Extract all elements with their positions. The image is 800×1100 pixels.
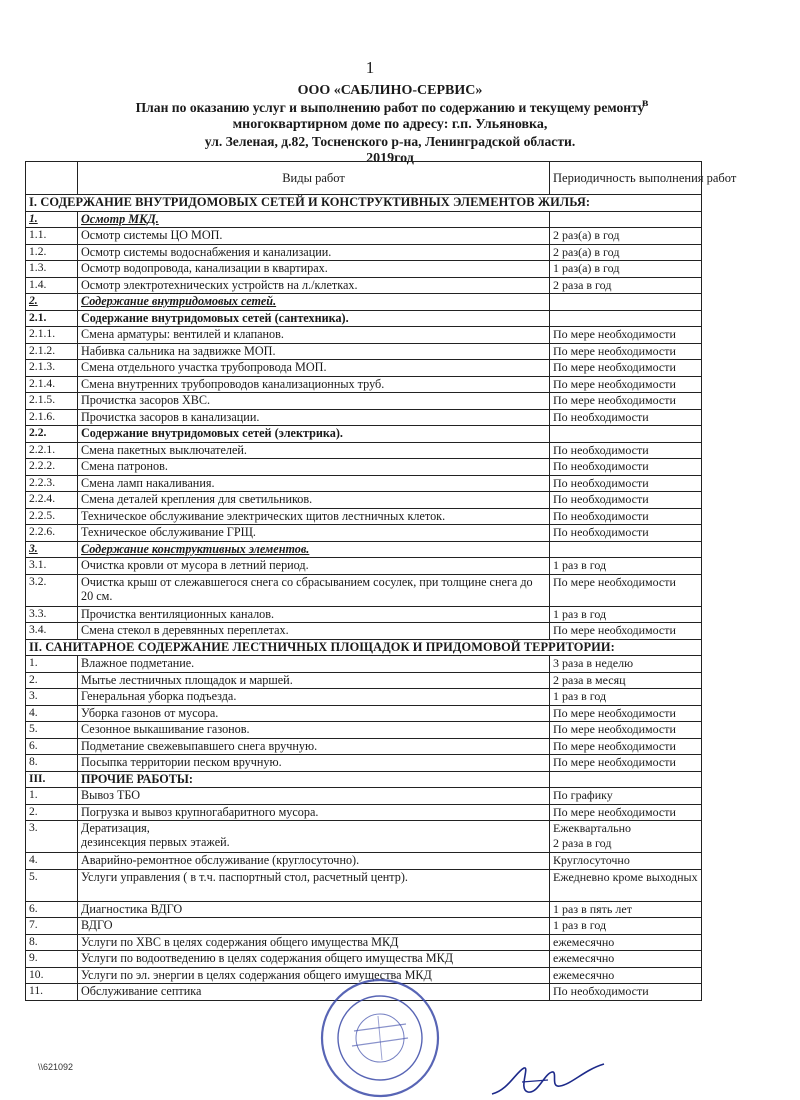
row-number: 2.2.6.	[26, 525, 78, 542]
work-frequency: 2 раз(а) в год	[550, 244, 702, 261]
header-num-cell	[26, 162, 78, 195]
table-row	[26, 788, 702, 805]
work-frequency: По необходимости	[550, 459, 702, 476]
work-description: Аварийно-ремонтное обслуживание (круглосуточно).	[78, 853, 550, 870]
work-frequency: ежемесячно	[550, 934, 702, 951]
table-row	[26, 869, 702, 901]
work-description: Очистка крыш от слежавшегося снега со сбрасыванием сосулек, при толщине снега до 20 см.	[78, 574, 550, 606]
table-row	[26, 327, 702, 344]
row-number: III.	[26, 771, 78, 788]
work-description: Осмотр МКД.	[78, 211, 550, 228]
row-number: 2.	[26, 672, 78, 689]
work-frequency: 2 раз(а) в год	[550, 228, 702, 245]
work-frequency: 3 раза в неделю	[550, 656, 702, 673]
header-freq-cell: Периодичность выполнения работ	[550, 162, 702, 195]
work-description: Осмотр системы ЦО МОП.	[78, 228, 550, 245]
table-row	[26, 656, 702, 673]
signature	[488, 1060, 608, 1100]
table-row	[26, 689, 702, 706]
table-row	[26, 738, 702, 755]
work-frequency: 1 раз в год	[550, 606, 702, 623]
row-number: 2.1.5.	[26, 393, 78, 410]
table-row	[26, 918, 702, 935]
title-tail: в	[642, 95, 649, 109]
work-description: Услуги управления ( в т.ч. паспортный стол, расчетный центр).	[78, 869, 550, 901]
row-number: 1.	[26, 656, 78, 673]
work-frequency: 1 раз в год	[550, 689, 702, 706]
row-number: 2.1.1.	[26, 327, 78, 344]
work-frequency: По необходимости	[550, 984, 702, 1001]
work-frequency: По мере необходимости	[550, 623, 702, 640]
work-description: Набивка сальника на задвижке МОП.	[78, 343, 550, 360]
section-title: II. САНИТАРНОЕ СОДЕРЖАНИЕ ЛЕСТНИЧНЫХ ПЛОЩАДОК И ПРИДОМОВОЙ ТЕРРИТОРИИ:	[26, 639, 702, 656]
table-row	[26, 409, 702, 426]
work-description: Смена пакетных выключателей.	[78, 442, 550, 459]
work-frequency: По мере необходимости	[550, 755, 702, 772]
row-number: 3.3.	[26, 606, 78, 623]
row-number: 2.2.1.	[26, 442, 78, 459]
work-frequency: По необходимости	[550, 475, 702, 492]
table-row	[26, 853, 702, 870]
work-frequency: Ежеквартально 2 раза в год	[550, 821, 702, 853]
row-number: 9.	[26, 951, 78, 968]
page-number: 1	[365, 58, 375, 77]
work-frequency: По мере необходимости	[550, 360, 702, 377]
work-description: Осмотр водопровода, канализации в квартирах.	[78, 261, 550, 278]
table-row	[26, 343, 702, 360]
row-number: 11.	[26, 984, 78, 1001]
row-number: 6.	[26, 901, 78, 918]
table-row	[26, 475, 702, 492]
plan-year: 2019год	[366, 151, 414, 166]
table-row	[26, 261, 702, 278]
row-number: 4.	[26, 705, 78, 722]
table-row	[26, 901, 702, 918]
address-line-1: многоквартирном доме по адресу: г.п. Ульяновка,	[232, 117, 548, 132]
work-description: Прочистка вентиляционных каналов.	[78, 606, 550, 623]
work-frequency	[550, 294, 702, 311]
work-description: Техническое обслуживание ГРЩ.	[78, 525, 550, 542]
table-row	[26, 558, 702, 575]
work-frequency: Ежедневно кроме выходных	[550, 869, 702, 901]
work-description: Осмотр электротехнических устройств на л./клетках.	[78, 277, 550, 294]
table-row	[26, 459, 702, 476]
work-description: Погрузка и вывоз крупногабаритного мусора.	[78, 804, 550, 821]
row-number: 10.	[26, 967, 78, 984]
work-description: Очистка кровли от мусора в летний период.	[78, 558, 550, 575]
work-description: Смена стекол в деревянных переплетах.	[78, 623, 550, 640]
work-description: Услуги по эл. энергии в целях содержания общего имущества МКД	[78, 967, 550, 984]
work-frequency	[550, 211, 702, 228]
work-frequency: По необходимости	[550, 442, 702, 459]
work-description: ПРОЧИЕ РАБОТЫ:	[78, 771, 550, 788]
work-description: ВДГО	[78, 918, 550, 935]
row-number: 3.4.	[26, 623, 78, 640]
plan-title-line: План по оказанию услуг и выполнению работ по содержанию и текущему ремонту	[135, 100, 645, 115]
work-description: Смена деталей крепления для светильников.	[78, 492, 550, 509]
work-description: Прочистка засоров ХВС.	[78, 393, 550, 410]
work-description: Содержание внутридомовых сетей (сантехника).	[78, 310, 550, 327]
work-frequency: По мере необходимости	[550, 574, 702, 606]
table-row	[26, 705, 702, 722]
work-frequency: 1 раз(а) в год	[550, 261, 702, 278]
work-frequency: Круглосуточно	[550, 853, 702, 870]
row-number: 2.	[26, 804, 78, 821]
work-frequency: 2 раза в год	[550, 277, 702, 294]
row-number: 2.2.5.	[26, 508, 78, 525]
section-title: I. СОДЕРЖАНИЕ ВНУТРИДОМОВЫХ СЕТЕЙ И КОНСТРУКТИВНЫХ ЭЛЕМЕНТОВ ЖИЛЬЯ:	[26, 195, 702, 212]
work-description: Подметание свежевыпавшего снега вручную.	[78, 738, 550, 755]
row-number: 2.1.4.	[26, 376, 78, 393]
work-frequency: По мере необходимости	[550, 804, 702, 821]
table-row	[26, 376, 702, 393]
row-number: 2.	[26, 294, 78, 311]
row-number: 7.	[26, 918, 78, 935]
row-number: 1.	[26, 788, 78, 805]
footer-code: \\621092	[38, 1062, 74, 1072]
table-row	[26, 951, 702, 968]
work-description: Смена арматуры: вентилей и клапанов.	[78, 327, 550, 344]
row-number: 4.	[26, 853, 78, 870]
row-number: 1.	[26, 211, 78, 228]
work-description: Диагностика ВДГО	[78, 901, 550, 918]
row-number: 3.1.	[26, 558, 78, 575]
table-row	[26, 277, 702, 294]
row-number: 1.1.	[26, 228, 78, 245]
table-row	[26, 623, 702, 640]
work-description: Обслуживание септика	[78, 984, 550, 1001]
work-description: Генеральная уборка подъезда.	[78, 689, 550, 706]
table-row	[26, 574, 702, 606]
table-row	[26, 442, 702, 459]
work-frequency: По графику	[550, 788, 702, 805]
row-number: 5.	[26, 869, 78, 901]
table-row	[26, 722, 702, 739]
work-description: Дератизация, дезинсекция первых этажей.	[78, 821, 550, 853]
table-row	[26, 804, 702, 821]
row-number: 2.1.	[26, 310, 78, 327]
work-description: Услуги по водоотведению в целях содержания общего имущества МКД	[78, 951, 550, 968]
work-frequency: По мере необходимости	[550, 393, 702, 410]
work-frequency: По мере необходимости	[550, 738, 702, 755]
address-line-2: ул. Зеленая, д.82, Тосненского р-на, Ленинградской области.	[204, 134, 576, 149]
row-number: 2.2.3.	[26, 475, 78, 492]
table-row	[26, 228, 702, 245]
row-number: 6.	[26, 738, 78, 755]
row-number: 1.2.	[26, 244, 78, 261]
work-description: Посыпка территории песком вручную.	[78, 755, 550, 772]
table-row	[26, 393, 702, 410]
work-frequency: 1 раз в год	[550, 918, 702, 935]
table-row	[26, 934, 702, 951]
work-description: Уборка газонов от мусора.	[78, 705, 550, 722]
table-row	[26, 541, 702, 558]
table-row	[26, 360, 702, 377]
row-number: 8.	[26, 755, 78, 772]
row-number: 3.2.	[26, 574, 78, 606]
work-frequency: 1 раз в год	[550, 558, 702, 575]
table-row	[26, 492, 702, 509]
row-number: 5.	[26, 722, 78, 739]
work-description: Смена внутренних трубопроводов канализационных труб.	[78, 376, 550, 393]
company-name: ООО «САБЛИНО-СЕРВИС»	[297, 83, 483, 98]
work-description: Сезонное выкашивание газонов.	[78, 722, 550, 739]
work-description: Смена патронов.	[78, 459, 550, 476]
table-row	[26, 525, 702, 542]
work-frequency	[550, 426, 702, 443]
work-frequency: По мере необходимости	[550, 705, 702, 722]
work-frequency: 2 раза в месяц	[550, 672, 702, 689]
work-frequency: По мере необходимости	[550, 343, 702, 360]
work-frequency	[550, 541, 702, 558]
work-description: Содержание внутридомовых сетей.	[78, 294, 550, 311]
row-number: 1.3.	[26, 261, 78, 278]
work-frequency: 1 раз в пять лет	[550, 901, 702, 918]
row-number: 3.	[26, 689, 78, 706]
row-number: 2.2.	[26, 426, 78, 443]
table-row	[26, 508, 702, 525]
work-description: Содержание внутридомовых сетей (электрика).	[78, 426, 550, 443]
work-description: Влажное подметание.	[78, 656, 550, 673]
work-description: Техническое обслуживание электрических щитов лестничных клеток.	[78, 508, 550, 525]
work-frequency: По мере необходимости	[550, 722, 702, 739]
table-row	[26, 606, 702, 623]
work-frequency: По необходимости	[550, 525, 702, 542]
work-description: Осмотр системы водоснабжения и канализации.	[78, 244, 550, 261]
work-frequency	[550, 771, 702, 788]
row-number: 2.1.3.	[26, 360, 78, 377]
header-work-cell: Виды работ	[78, 162, 550, 195]
work-description: Услуги по ХВС в целях содержания общего имущества МКД	[78, 934, 550, 951]
work-description: Содержание конструктивных элементов.	[78, 541, 550, 558]
row-number: 1.4.	[26, 277, 78, 294]
work-frequency: ежемесячно	[550, 967, 702, 984]
table-row	[26, 771, 702, 788]
table-row	[26, 310, 702, 327]
row-number: 3.	[26, 541, 78, 558]
table-row	[26, 211, 702, 228]
row-number: 2.1.6.	[26, 409, 78, 426]
table-header-row	[26, 162, 702, 195]
work-frequency: По необходимости	[550, 492, 702, 509]
works-table	[25, 161, 737, 1001]
work-frequency: По необходимости	[550, 409, 702, 426]
work-frequency	[550, 310, 702, 327]
work-frequency: По мере необходимости	[550, 327, 702, 344]
work-frequency: По мере необходимости	[550, 376, 702, 393]
row-number: 2.2.2.	[26, 459, 78, 476]
row-number: 2.1.2.	[26, 343, 78, 360]
work-description: Смена отдельного участка трубопровода МОП.	[78, 360, 550, 377]
table-row	[26, 755, 702, 772]
table-row	[26, 672, 702, 689]
row-number: 8.	[26, 934, 78, 951]
table-row	[26, 294, 702, 311]
section-row	[26, 195, 702, 212]
table-row	[26, 244, 702, 261]
work-frequency: По необходимости	[550, 508, 702, 525]
table-row	[26, 426, 702, 443]
section-row	[26, 639, 702, 656]
row-number: 3.	[26, 821, 78, 853]
work-description: Смена ламп накаливания.	[78, 475, 550, 492]
company-seal	[318, 976, 442, 1100]
table-row	[26, 821, 702, 853]
row-number: 2.2.4.	[26, 492, 78, 509]
work-description: Вывоз ТБО	[78, 788, 550, 805]
work-description: Мытье лестничных площадок и маршей.	[78, 672, 550, 689]
work-description: Прочистка засоров в канализации.	[78, 409, 550, 426]
work-frequency: ежемесячно	[550, 951, 702, 968]
